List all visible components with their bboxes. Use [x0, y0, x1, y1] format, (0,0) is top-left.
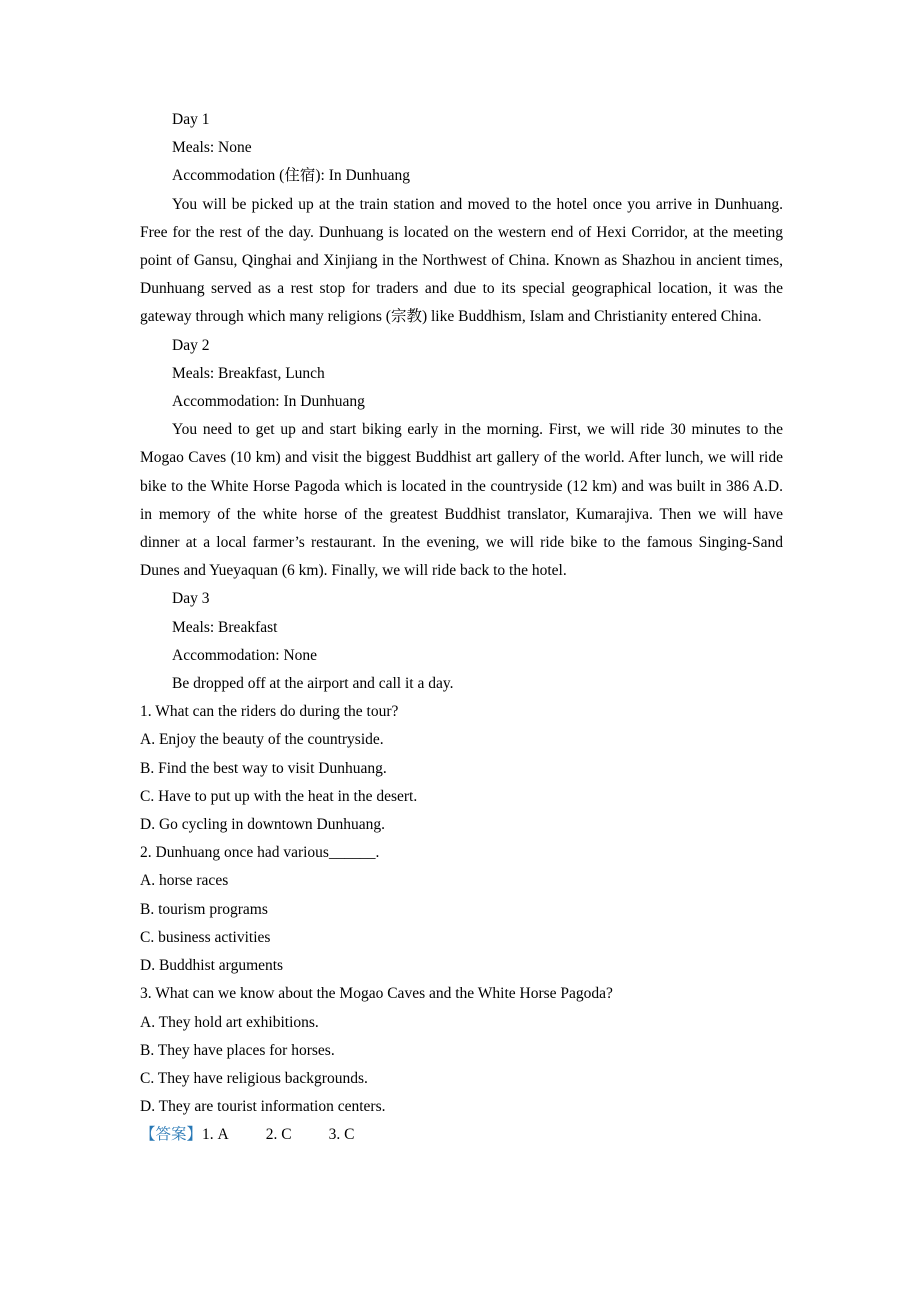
question-option-a: A. Enjoy the beauty of the countryside. — [140, 731, 384, 749]
question-option-d: D. Buddhist arguments — [140, 957, 284, 975]
meals-line: Meals: None — [172, 139, 252, 157]
question-option-b: B. Find the best way to visit Dunhuang. — [140, 759, 387, 777]
accommodation-line: Accommodation (住宿): In Dunhuang — [172, 167, 411, 185]
itinerary-day-1 — [140, 106, 783, 332]
meals-line: Meals: Breakfast, Lunch — [172, 364, 325, 382]
question-option-c: C. business activities — [140, 928, 271, 946]
question-text: 3. What can we know about the Mogao Caves and the White Horse Pagoda? — [140, 985, 613, 1003]
meals-line: Meals: Breakfast — [172, 618, 278, 636]
answer-2: 2. C — [265, 1126, 292, 1144]
itinerary-day-2 — [140, 332, 783, 586]
question-option-d: D. Go cycling in downtown Dunhuang. — [140, 816, 385, 834]
question-option-d: D. They are tourist information centers. — [140, 1098, 386, 1116]
question-option-c: C. Have to put up with the heat in the desert. — [140, 787, 418, 805]
day-heading: Day 3 — [172, 590, 210, 608]
day-heading: Day 2 — [172, 336, 210, 354]
day-description: You need to get up and start biking early in the morning. First, we will ride 30 minutes to the Mogao Caves (10 km) and visit the biggest Buddhist art gallery of the world. After lunch, we will ride bike to the White Horse Pagoda which is located in the countryside (12 km) and was built in 386 A.D. in memory of the white horse of the greatest Buddhist translator, Kumarajiva. Then we will have dinner at a local farmer’s restaurant. In the evening, we will ride bike to the famous Singing-Sand Dunes and Yueyaquan (6 km). Finally, we will ride back to the hotel. — [140, 421, 783, 580]
question-option-a: A. They hold art exhibitions. — [140, 1013, 319, 1031]
answer-key-label: 【答案】 — [140, 1126, 203, 1144]
answer-1: 1. A — [202, 1126, 229, 1144]
question-option-b: B. They have places for horses. — [140, 1041, 335, 1059]
accommodation-line: Accommodation: None — [172, 646, 318, 664]
question-text: 2. Dunhuang once had various______. — [140, 844, 380, 862]
question-text: 1. What can the riders do during the tour? — [140, 703, 399, 721]
question-option-a: A. horse races — [140, 872, 229, 890]
itinerary-day-3 — [140, 585, 783, 698]
question-1 — [140, 698, 783, 839]
question-2 — [140, 839, 783, 980]
question-option-c: C. They have religious backgrounds. — [140, 1069, 368, 1087]
answer-3: 3. C — [328, 1126, 355, 1144]
day-heading: Day 1 — [172, 111, 210, 128]
question-3 — [140, 980, 783, 1121]
day-description: You will be picked up at the train station and moved to the hotel once you arrive in Dunhuang. Free for the rest of the day. Dunhuang is located on the western end of Hexi Corridor, at the meeting point of Gansu, Qinghai and Xinjiang in the Northwest of China. Known as Shazhou in ancient times, Dunhuang served as a rest stop for traders and due to its special geographical location, it was the gateway through which many religions (宗教) like Buddhism, Islam and Christianity entered China. — [140, 195, 783, 326]
question-option-b: B. tourism programs — [140, 900, 268, 918]
accommodation-line: Accommodation: In Dunhuang — [172, 393, 365, 411]
answer-line — [140, 1121, 783, 1149]
day-description: Be dropped off at the airport and call it a day. — [172, 675, 454, 693]
